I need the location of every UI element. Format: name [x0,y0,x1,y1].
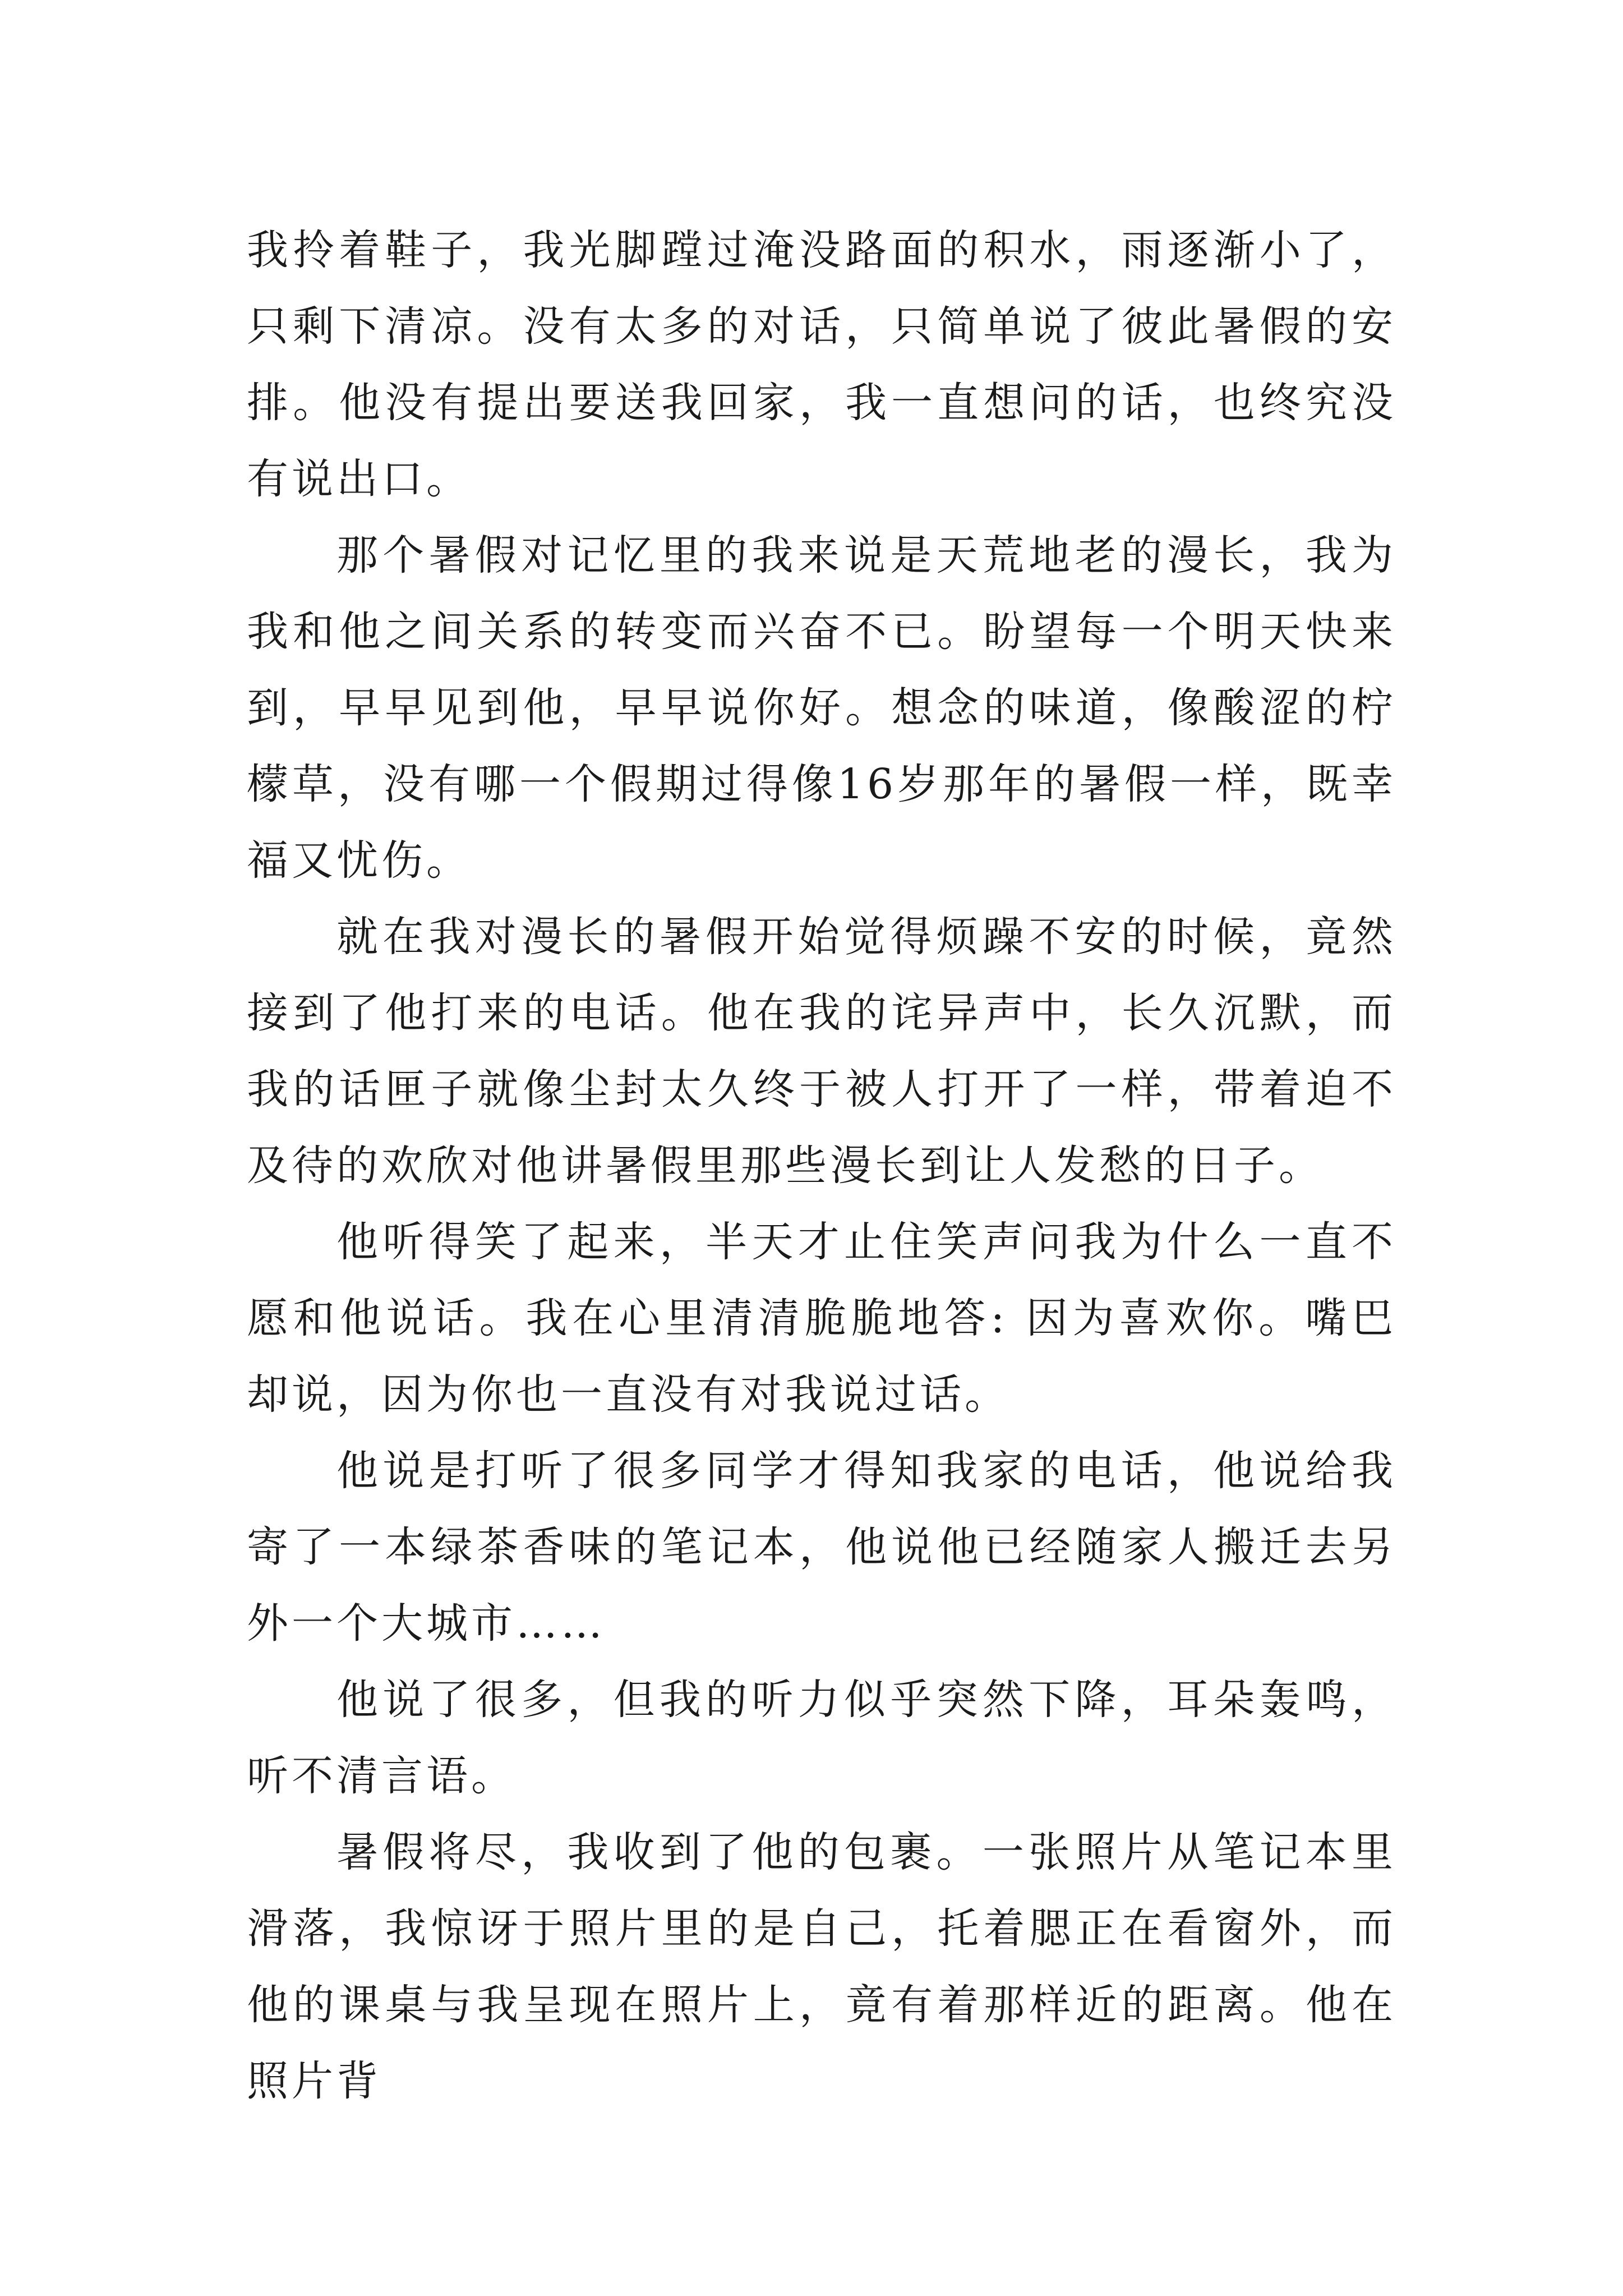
body-text [247,212,1396,2119]
paragraph-4: 他听得笑了起来，半天才止住笑声问我为什么一直不愿和他说话。我在心里清清脆脆地答: 因为喜欢你。嘴巴却说，因为你也一直没有对我说过话。 [247,1218,1396,1419]
paragraph-6: 他说了很多，但我的听力似乎突然下降，耳朵轰鸣，听不清言语。 [247,1676,1396,1800]
paragraph-1: 我拎着鞋子，我光脚蹚过淹没路面的积水，雨逐渐小了，只剩下清凉。没有太多的对话，只简单说了彼此暑假的安排。他没有提出要送我回家，我一直想问的话，也终究没有说出口。 [247,226,1396,503]
paragraph-3: 就在我对漫长的暑假开始觉得烦躁不安的时候，竟然接到了他打来的电话。他在我的诧异声中，长久沉默，而我的话匣子就像尘封太久终于被人打开了一样，带着迫不及待的欢欣对他讲暑假里那些漫长到让人发愁的日子。 [247,913,1396,1190]
paragraph-7: 暑假将尽，我收到了他的包裹。一张照片从笔记本里滑落，我惊讶于照片里的是自己，托着腮正在看窗外，而他的课桌与我呈现在照片上，竟有着那样近的距离。他在照片背 [247,1828,1396,2105]
paragraph-2: 那个暑假对记忆里的我来说是天荒地老的漫长，我为我和他之间关系的转变而兴奋不已。盼望每一个明天快来到，早早见到他，早早说你好。想念的味道，像酸涩的柠檬草，没有哪一个假期过得像16岁那年的暑假一样，既幸福又忧伤。 [247,531,1396,885]
paragraph-5: 他说是打听了很多同学才得知我家的电话，他说给我寄了一本绿茶香味的笔记本，他说他已经随家人搬迁去另外一个大城市…… [247,1447,1396,1648]
